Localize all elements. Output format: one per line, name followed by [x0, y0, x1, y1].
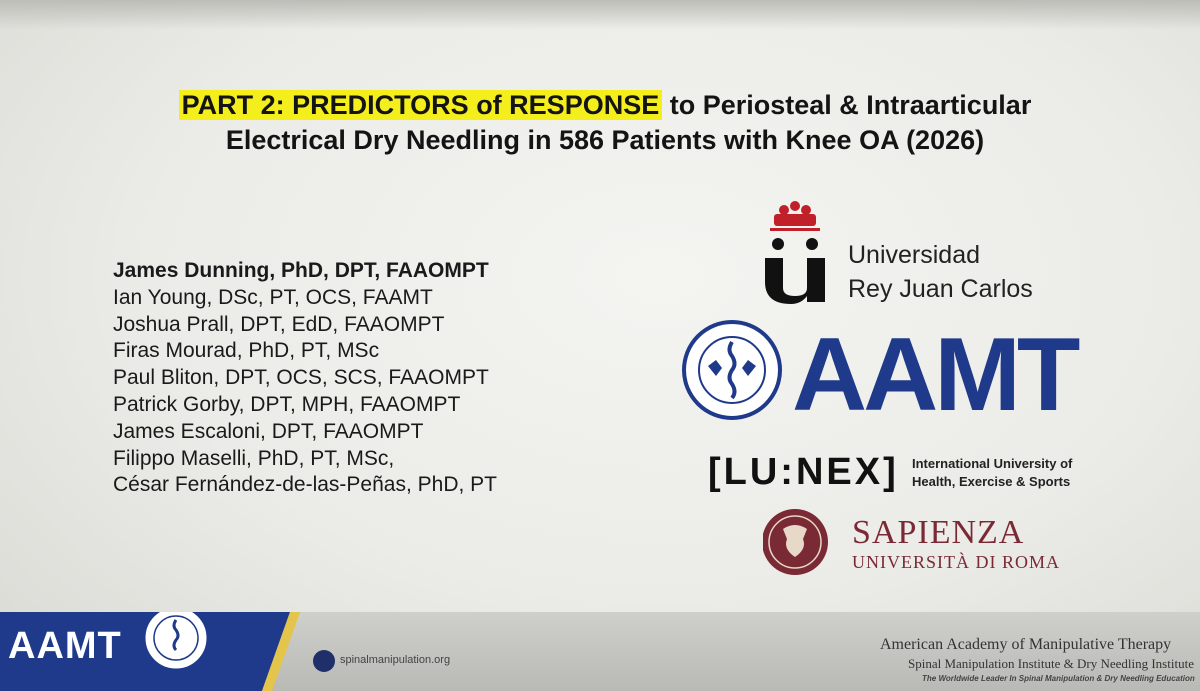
author-item: Joshua Prall, DPT, EdD, FAAOMPT — [113, 312, 445, 336]
footer-url[interactable]: spinalmanipulation.org — [340, 654, 451, 666]
author-item: Ian Young, DSc, PT, OCS, FAAMT — [113, 285, 433, 309]
lunex-line1: International University of — [912, 456, 1073, 471]
author-lead: James Dunning, PhD, DPT, FAAOMPT — [113, 259, 489, 282]
title-line1-rest: to Periosteal & Intraarticular — [662, 90, 1032, 120]
footer-institute-sub: Spinal Manipulation Institute & Dry Needling Institute — [908, 656, 1194, 671]
urjc-name — [848, 238, 1033, 306]
footer-institute-name: American Academy of Manipulative Therapy — [880, 636, 1172, 653]
author-item: James Escaloni, DPT, FAAOMPT — [113, 419, 424, 443]
lunex-line2: Health, Exercise & Sports — [912, 474, 1071, 489]
aamt-logo-text: AAMT — [792, 318, 1077, 423]
author-item: Patrick Gorby, DPT, MPH, FAAOMPT — [113, 392, 461, 416]
slide-title — [40, 88, 1170, 158]
cursor-icon — [313, 650, 335, 672]
aamt-logo — [680, 318, 1120, 423]
author-item: Firas Mourad, PhD, PT, MSc — [113, 339, 380, 363]
author-list — [113, 258, 497, 499]
sapienza-subtitle: UNIVERSITÀ DI ROMA — [852, 552, 1060, 572]
sapienza-name: SAPIENZA — [852, 514, 1025, 551]
footer-tagline: The Worldwide Leader In Spinal Manipulation & Dry Needling Education — [922, 674, 1195, 683]
author-item: Paul Bliton, DPT, OCS, SCS, FAAOMPT — [113, 366, 489, 390]
top-shadow — [0, 0, 1200, 30]
author-item: Filippo Maselli, PhD, PT, MSc, — [113, 446, 395, 470]
author-item: César Fernández-de-las-Peñas, PhD, PT — [113, 473, 497, 497]
footer-aamt-text: AAMT — [8, 625, 122, 667]
urjc-line1: Universidad — [848, 241, 981, 269]
title-line2: Electrical Dry Needling in 586 Patients with Knee OA (2026) — [225, 125, 985, 155]
lunex-logo: [LU:NEX] — [708, 451, 899, 493]
urjc-line2: Rey Juan Carlos — [848, 275, 1033, 303]
title-highlight: PART 2: PREDICTORS of RESPONSE — [179, 90, 663, 120]
lunex-subtitle — [912, 455, 1072, 491]
